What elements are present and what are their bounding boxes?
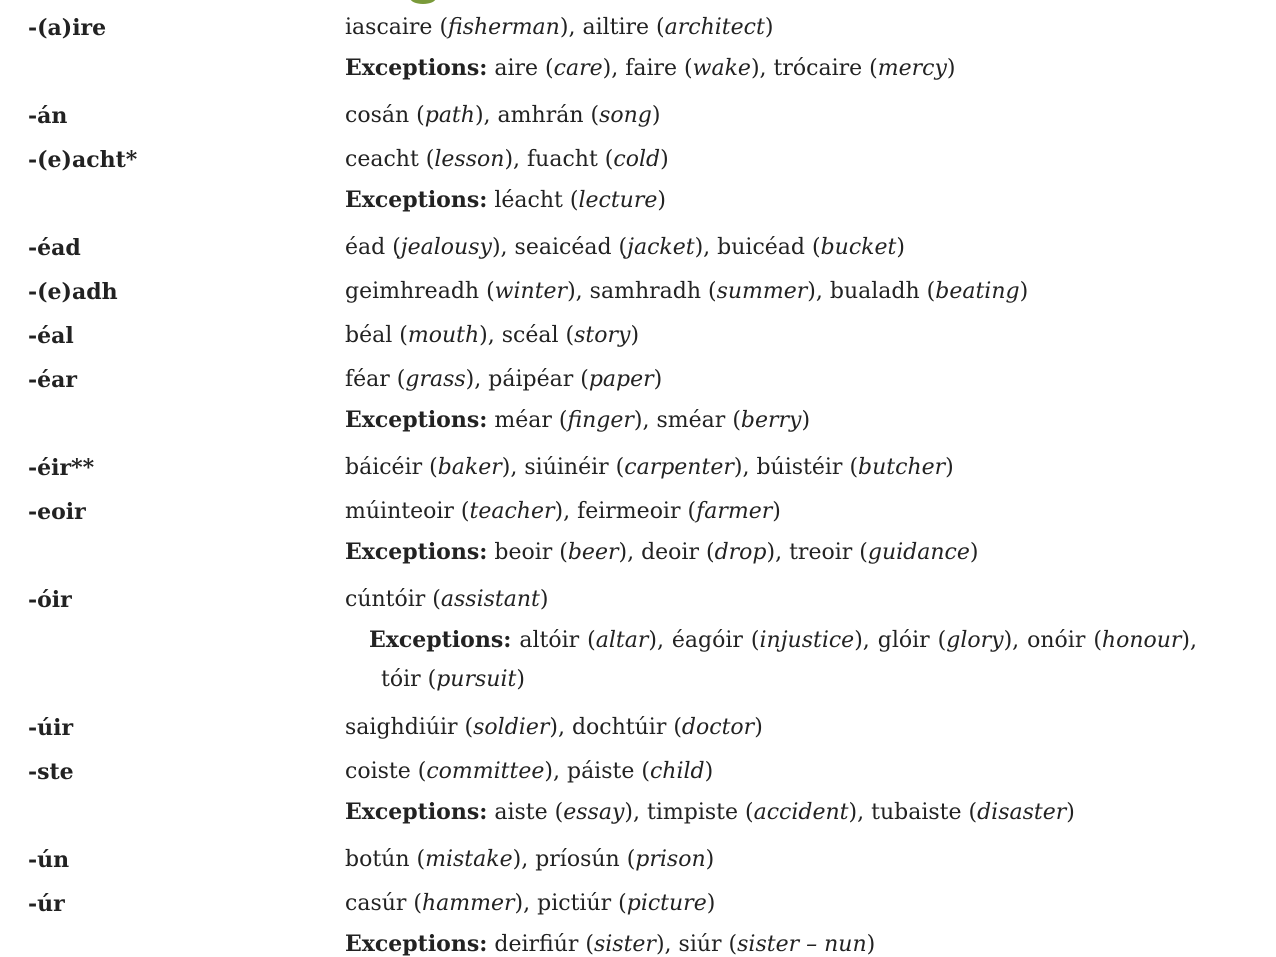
english-translation: fisherman [448,15,560,40]
irish-word: amhrán [497,103,584,128]
english-translation: carpenter [624,455,734,480]
suffix-label: -(e)acht* [28,147,138,173]
english-translation: story [574,323,631,348]
suffix-label: -eoir [28,499,86,525]
english-translation: doctor [681,715,755,740]
irish-word: deoir [641,540,699,565]
examples-line: casúr (hammer), pictiúr (picture) [345,891,716,916]
english-translation: bucket [820,235,897,260]
examples-line: béal (mouth), scéal (story) [345,323,640,348]
english-translation: drop [714,540,767,565]
english-translation: baker [437,455,502,480]
irish-word: cúntóir [345,587,426,612]
irish-word: fuacht [527,147,598,172]
english-translation: architect [664,15,765,40]
irish-word: príosún [535,847,620,872]
suffix-label: -éir** [28,455,95,481]
english-translation: lesson [434,147,505,172]
exceptions-line: Exceptions: méar (finger), sméar (berry) [345,407,811,433]
irish-word: béal [345,323,393,348]
english-translation: wake [692,56,751,81]
exceptions-line-continued: tóir (pursuit) [381,667,525,692]
irish-word: buicéad [717,235,805,260]
examples-line: coiste (committee), páiste (child) [345,759,714,784]
irish-word: saighdiúir [345,715,458,740]
english-translation: path [424,103,475,128]
suffix-label: -éad [28,235,81,261]
exceptions-line: Exceptions: aiste (essay), timpiste (accident), tubaiste (disaster) [345,799,1075,825]
examples-line: féar (grass), páipéar (paper) [345,367,663,392]
irish-word: geimhreadh [345,279,480,304]
irish-word: trócaire [773,56,863,81]
examples-line: geimhreadh (winter), samhradh (summer), bualadh (beating) [345,279,1029,304]
irish-word: feirmeoir [577,499,681,524]
irish-word: coiste [345,759,411,784]
exceptions-label: Exceptions: [345,187,488,213]
english-translation: grass [405,367,466,392]
suffix-label: -ste [28,759,74,785]
english-translation: child [649,759,705,784]
examples-line: iascaire (fisherman), ailtire (architect) [345,15,774,40]
irish-word: botún [345,847,410,872]
suffix-label: -éar [28,367,77,393]
suffix-label: -óir [28,587,72,613]
irish-word: samhradh [589,279,701,304]
english-translation: essay [563,800,625,825]
irish-word: faire [625,56,678,81]
english-translation: assistant [440,587,540,612]
suffix-label: -án [28,103,68,129]
irish-word: aire [494,56,539,81]
suffix-label: -ún [28,847,70,873]
english-translation: winter [494,279,568,304]
exceptions-label: Exceptions: [345,799,488,825]
irish-word: éagóir [671,628,743,653]
exceptions-label: Exceptions: [369,627,512,653]
irish-word: timpiste [647,800,739,825]
english-translation: cold [613,147,661,172]
irish-word: sméar [656,408,726,433]
irish-word: seaicéad [514,235,612,260]
english-translation: mistake [425,847,513,872]
suffix-label: -(a)ire [28,15,107,41]
suffix-label: -úr [28,891,65,917]
suffix-label: -úir [28,715,74,741]
english-translation: hammer [422,891,515,916]
english-translation: pursuit [436,667,517,692]
english-translation: butcher [858,455,946,480]
english-translation: jacket [627,235,695,260]
irish-word: siúr [678,932,722,957]
examples-line: cosán (path), amhrán (song) [345,103,661,128]
irish-word: léacht [494,188,563,213]
english-translation: accident [753,800,849,825]
irish-word: méar [494,408,552,433]
irish-word: féar [345,367,390,392]
irish-word: cosán [345,103,410,128]
irish-word: casúr [345,891,407,916]
irish-word: ailtire [582,15,650,40]
exceptions-line: Exceptions: altóir (altar), éagóir (injustice), glóir (glory), onóir (honour), [369,627,1198,653]
english-translation: injustice [759,628,855,653]
english-translation: mercy [877,56,947,81]
english-translation: song [599,103,652,128]
english-translation: teacher [469,499,555,524]
exceptions-label: Exceptions: [345,407,488,433]
english-translation: disaster [977,800,1067,825]
english-translation: prison [635,847,706,872]
exceptions-line: Exceptions: léacht (lecture) [345,187,666,213]
irish-word: páiste [566,759,635,784]
examples-line: saighdiúir (soldier), dochtúir (doctor) [345,715,763,740]
irish-word: múinteoir [345,499,454,524]
irish-word: glóir [877,628,930,653]
irish-word: deirfiúr [494,932,579,957]
english-translation: summer [716,279,808,304]
irish-word: tubaiste [871,800,962,825]
english-translation: beer [567,540,619,565]
irish-word: onóir [1027,628,1086,653]
irish-word: treoir [789,540,853,565]
exceptions-label: Exceptions: [345,55,488,81]
english-translation: glory [946,628,1004,653]
examples-line: báicéir (baker), siúinéir (carpenter), búistéir (butcher) [345,455,954,480]
english-translation: paper [588,367,654,392]
examples-line: ceacht (lesson), fuacht (cold) [345,147,669,172]
english-translation: picture [626,891,707,916]
exceptions-label: Exceptions: [345,931,488,957]
exceptions-label: Exceptions: [345,539,488,565]
irish-word: scéal [501,323,559,348]
english-translation: finger [567,408,634,433]
irish-word: búistéir [756,455,843,480]
irish-word: pictiúr [537,891,612,916]
english-translation: soldier [473,715,550,740]
suffix-label: -éal [28,323,74,349]
irish-word: bualadh [829,279,920,304]
irish-word: iascaire [345,15,433,40]
english-translation: care [553,56,603,81]
english-translation: committee [426,759,545,784]
english-translation: mouth [407,323,480,348]
irish-word: aiste [494,800,548,825]
examples-line: éad (jealousy), seaicéad (jacket), buicéad (bucket) [345,235,905,260]
english-translation: honour [1101,628,1182,653]
irish-word: báicéir [345,455,423,480]
english-translation: sister – nun [737,932,867,957]
english-translation: sister [593,932,656,957]
exceptions-line: Exceptions: beoir (beer), deoir (drop), treoir (guidance) [345,539,979,565]
english-translation: guidance [867,540,970,565]
examples-line: múinteoir (teacher), feirmeoir (farmer) [345,499,781,524]
english-translation: jealousy [400,235,492,260]
irish-word: siúinéir [524,455,609,480]
examples-line: botún (mistake), príosún (prison) [345,847,715,872]
irish-word: ceacht [345,147,419,172]
irish-word: éad [345,235,386,260]
exceptions-line: Exceptions: deirfiúr (sister), siúr (sister – nun) [345,931,876,957]
english-translation: altar [595,628,649,653]
english-translation: beating [935,279,1020,304]
english-translation: lecture [578,188,658,213]
exceptions-line: Exceptions: aire (care), faire (wake), trócaire (mercy) [345,55,956,81]
irish-word: altóir [519,628,580,653]
suffix-label: -(e)adh [28,279,118,305]
english-translation: berry [740,408,802,433]
irish-word: beoir [494,540,553,565]
irish-word: páipéar [488,367,574,392]
decorative-mark [410,0,436,4]
irish-word: dochtúir [571,715,667,740]
examples-line: cúntóir (assistant) [345,587,549,612]
irish-word: tóir [381,667,421,692]
english-translation: farmer [696,499,773,524]
